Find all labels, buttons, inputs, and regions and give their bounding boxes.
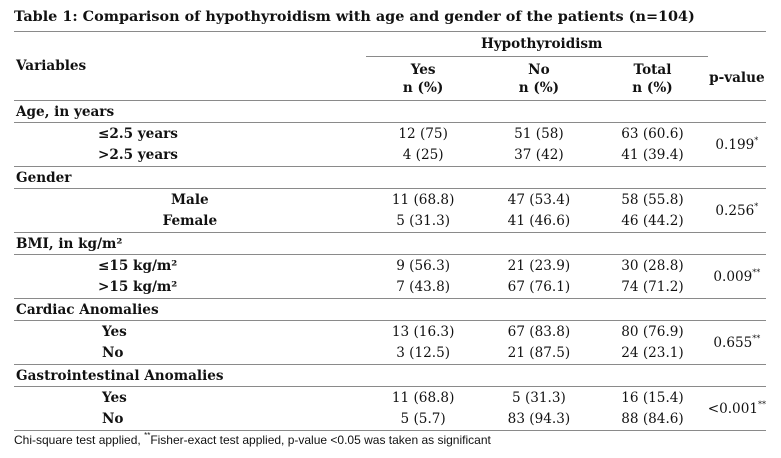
row-label: Yes bbox=[14, 387, 366, 409]
table-row bbox=[14, 343, 766, 365]
row-label: Female bbox=[162, 213, 218, 230]
no-cell: 21 (87.5) bbox=[507, 345, 571, 362]
section-label: Gender bbox=[14, 167, 708, 189]
table-row bbox=[14, 277, 766, 299]
row-label: >2.5 years bbox=[98, 147, 178, 164]
results-table bbox=[14, 31, 766, 430]
hypothyroidism-header: Hypothyroidism bbox=[366, 32, 708, 57]
p-value-cell: 0.009** bbox=[708, 255, 766, 299]
table-row bbox=[14, 145, 766, 167]
no-cell: 47 (53.4) bbox=[481, 189, 598, 211]
total-cell: 58 (55.8) bbox=[597, 189, 707, 211]
total-cell: 46 (44.2) bbox=[621, 213, 684, 230]
section-label: BMI, in kg/m² bbox=[14, 233, 708, 255]
table-row bbox=[14, 255, 766, 277]
yes-cell: 13 (16.3) bbox=[366, 321, 481, 343]
total-cell: 80 (76.9) bbox=[597, 321, 707, 343]
yes-cell: 11 (68.8) bbox=[366, 387, 481, 409]
table-row bbox=[14, 409, 766, 431]
variables-header: Variables bbox=[14, 32, 366, 101]
table-row bbox=[14, 189, 766, 211]
no-cell: 37 (42) bbox=[514, 147, 564, 164]
p-value-cell: 0.655** bbox=[708, 321, 766, 365]
section-row bbox=[14, 365, 766, 387]
table-footnote: Chi-square test applied, **Fisher-exact test applied, p-value <0.05 was taken as significant bbox=[14, 431, 491, 447]
header-row-1 bbox=[14, 32, 766, 57]
no-cell: 5 (31.3) bbox=[481, 387, 598, 409]
no-cell: 67 (76.1) bbox=[507, 279, 571, 296]
yes-cell: 11 (68.8) bbox=[366, 189, 481, 211]
row-label: ≤15 kg/m² bbox=[14, 255, 366, 277]
row-label: >15 kg/m² bbox=[98, 279, 178, 296]
yes-cell: 5 (31.3) bbox=[396, 213, 451, 230]
p-value-cell: 0.256* bbox=[708, 189, 766, 233]
table-row bbox=[14, 211, 766, 233]
total-cell: 63 (60.6) bbox=[597, 123, 707, 145]
table-title: Table 1: Comparison of hypothyroidism with age and gender of the patients (n=104) bbox=[14, 8, 695, 25]
row-label: ≤2.5 years bbox=[14, 123, 366, 145]
table-row bbox=[14, 321, 766, 343]
total-cell: 41 (39.4) bbox=[621, 147, 684, 164]
total-cell: 30 (28.8) bbox=[597, 255, 707, 277]
total-cell: 24 (23.1) bbox=[621, 345, 684, 362]
section-label: Cardiac Anomalies bbox=[14, 299, 708, 321]
total-cell: 88 (84.6) bbox=[621, 411, 684, 428]
section-label: Gastrointestinal Anomalies bbox=[14, 365, 708, 387]
bottom-rule bbox=[14, 430, 766, 431]
no-cell: 51 (58) bbox=[481, 123, 598, 145]
yes-cell: 9 (56.3) bbox=[366, 255, 481, 277]
yes-cell: 7 (43.8) bbox=[396, 279, 451, 296]
section-row bbox=[14, 101, 766, 123]
p-value-cell: <0.001** bbox=[708, 387, 766, 431]
row-label: No bbox=[102, 345, 124, 362]
yes-cell: 4 (25) bbox=[402, 147, 444, 164]
yes-cell: 12 (75) bbox=[366, 123, 481, 145]
section-row bbox=[14, 233, 766, 255]
total-cell: 74 (71.2) bbox=[621, 279, 684, 296]
no-header: No n (%) bbox=[518, 61, 560, 96]
row-label: No bbox=[102, 411, 124, 428]
no-cell: 21 (23.9) bbox=[481, 255, 598, 277]
total-header: Total n (%) bbox=[632, 61, 673, 96]
section-row bbox=[14, 167, 766, 189]
yes-cell: 5 (5.7) bbox=[400, 411, 446, 428]
row-label: Male bbox=[14, 189, 366, 211]
yes-header: Yes n (%) bbox=[402, 61, 444, 96]
table-row bbox=[14, 123, 766, 145]
row-label: Yes bbox=[14, 321, 366, 343]
table-row bbox=[14, 387, 766, 409]
yes-cell: 3 (12.5) bbox=[396, 345, 451, 362]
section-label: Age, in years bbox=[14, 101, 708, 123]
total-cell: 16 (15.4) bbox=[597, 387, 707, 409]
p-value-cell: 0.199* bbox=[708, 123, 766, 167]
section-row bbox=[14, 299, 766, 321]
pvalue-header: p-value bbox=[709, 70, 765, 87]
no-cell: 83 (94.3) bbox=[507, 411, 571, 428]
no-cell: 41 (46.6) bbox=[507, 213, 571, 230]
no-cell: 67 (83.8) bbox=[481, 321, 598, 343]
